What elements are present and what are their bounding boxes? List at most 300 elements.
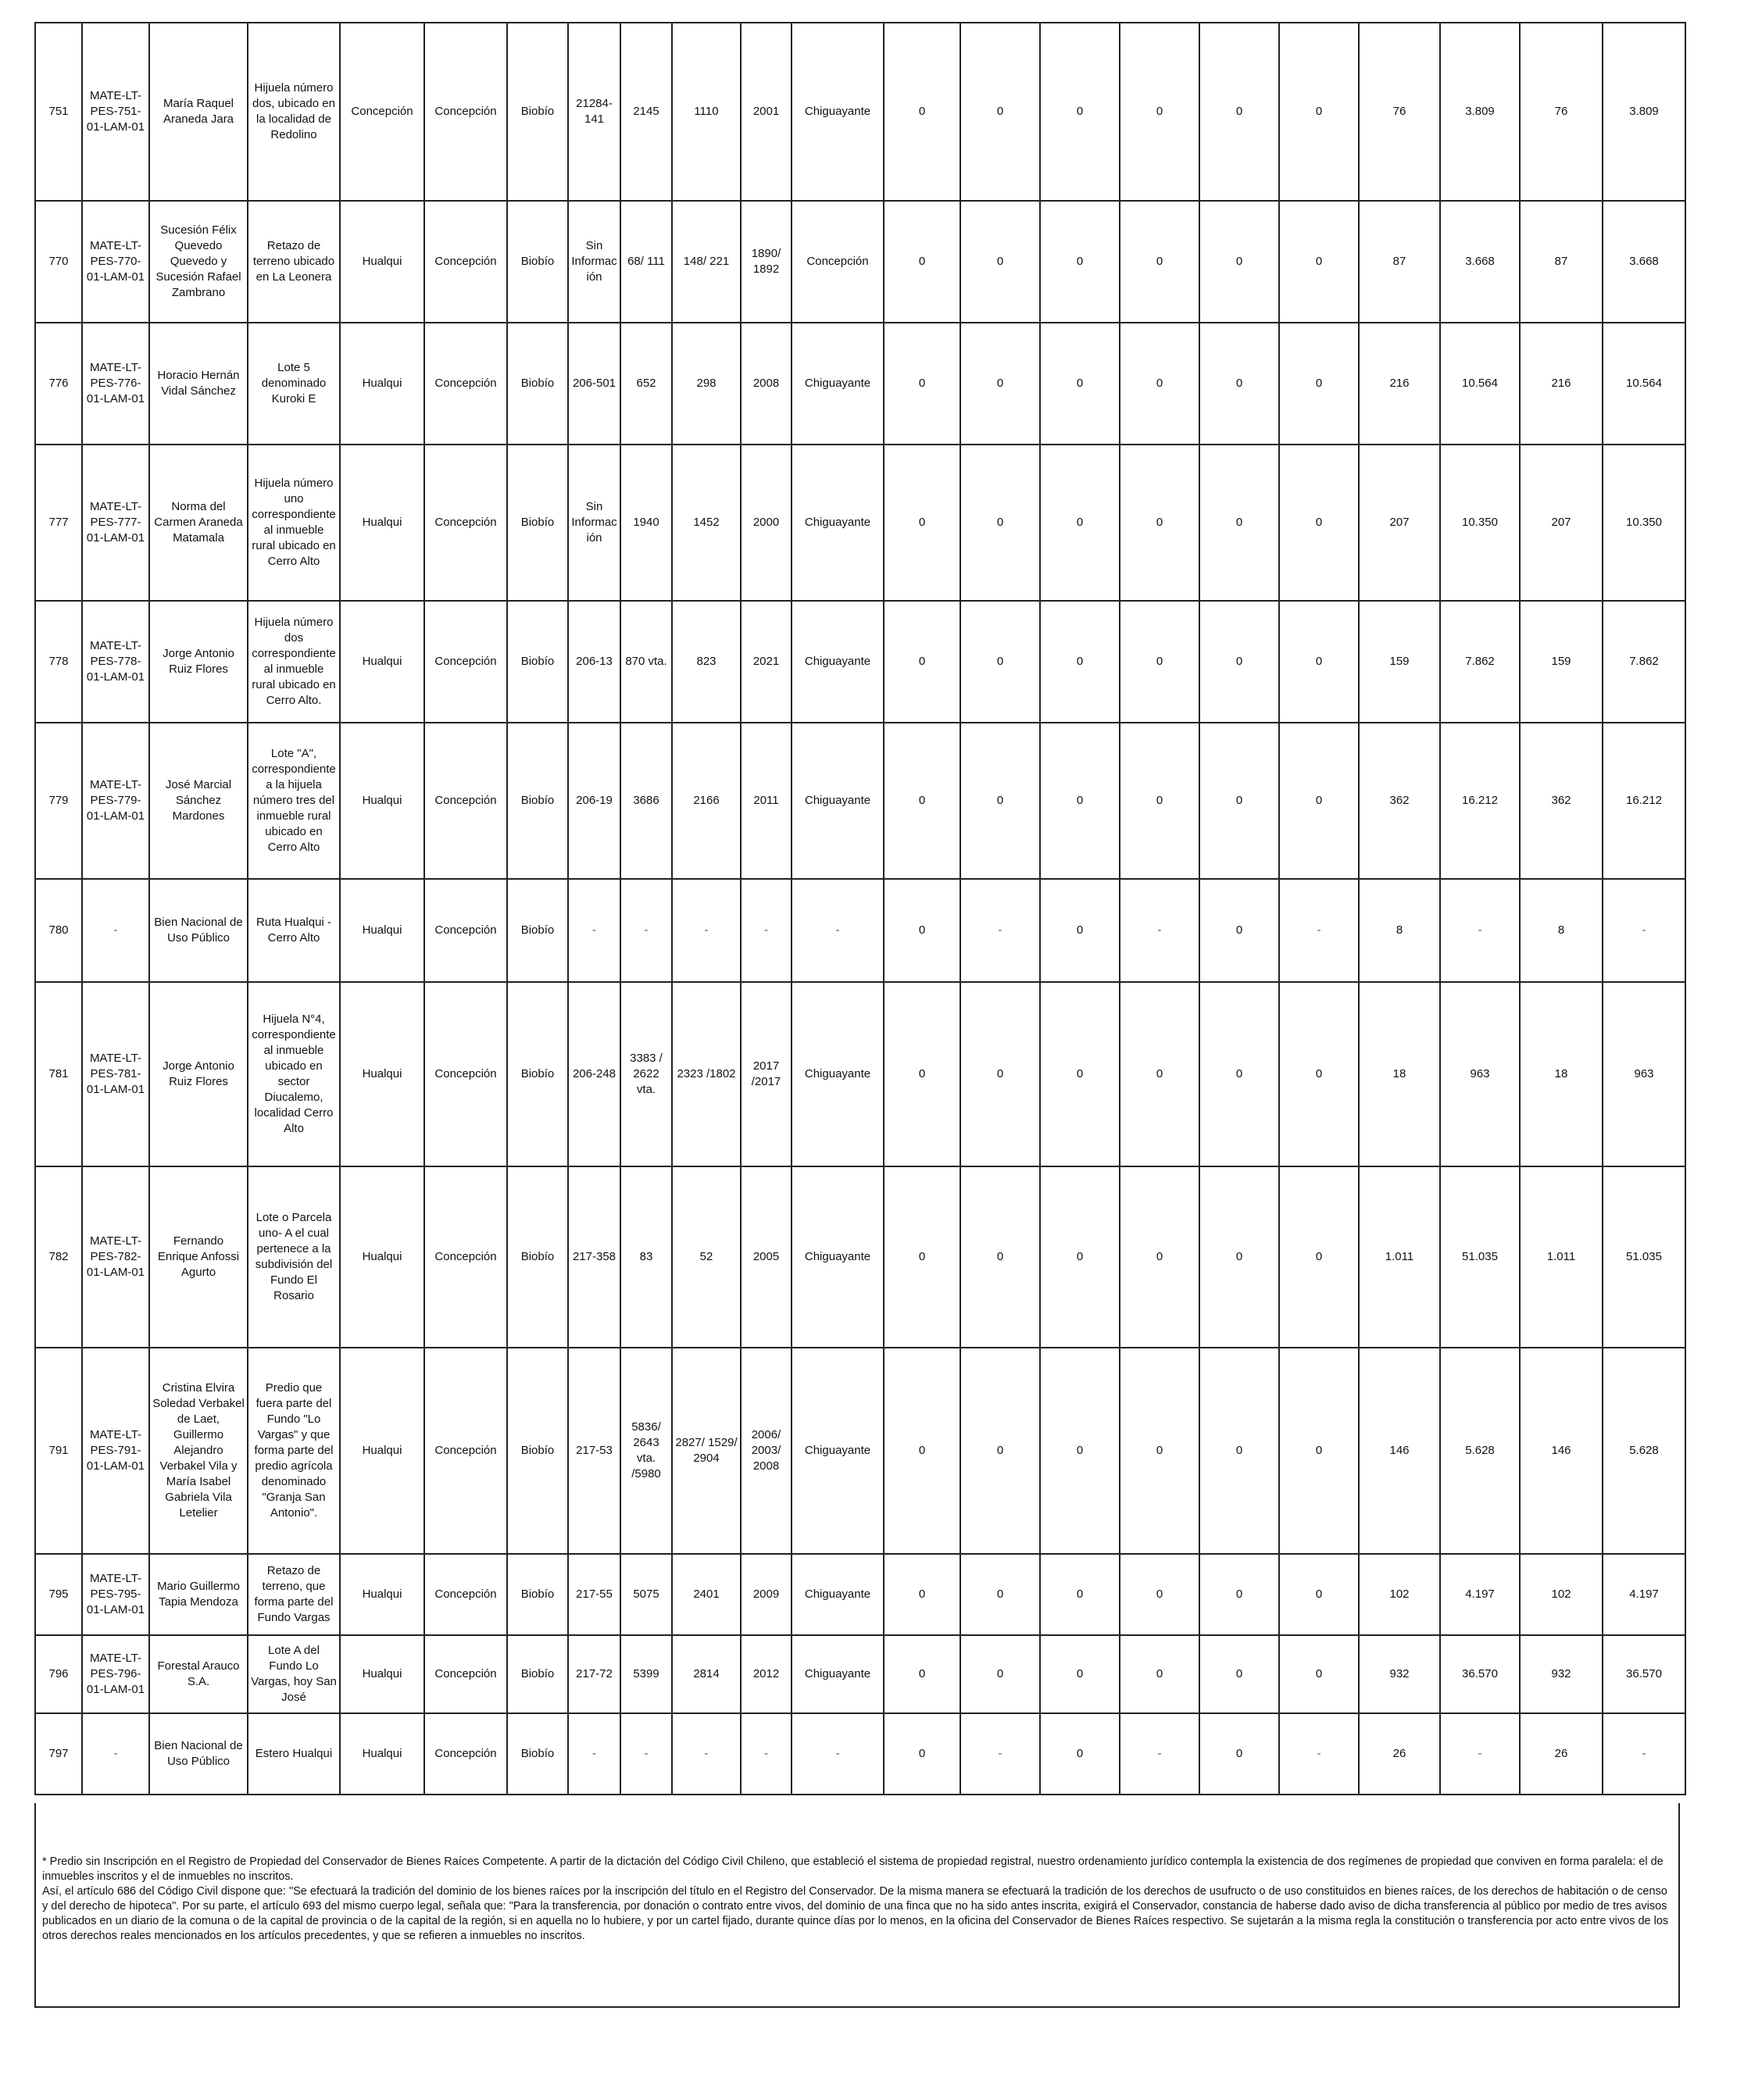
table-cell: Hualqui (340, 201, 424, 323)
table-cell: 0 (1120, 1635, 1199, 1713)
table-cell: 3686 (620, 723, 672, 879)
table-cell: 3.809 (1440, 23, 1520, 201)
table-cell: - (960, 879, 1040, 982)
table-cell: MATE-LT-PES-782-01-LAM-01 (82, 1166, 149, 1348)
table-cell: Biobío (507, 601, 568, 723)
table-cell: 0 (1120, 601, 1199, 723)
table-cell: Concepción (424, 1554, 507, 1635)
table-cell: 2401 (672, 1554, 741, 1635)
table-cell: Concepción (424, 1166, 507, 1348)
table-cell: 0 (1199, 201, 1279, 323)
table-cell: Concepción (424, 982, 507, 1166)
table-cell: Chiguayante (792, 1554, 884, 1635)
table-cell: 0 (1040, 445, 1120, 601)
table-cell: - (568, 1713, 620, 1795)
table-cell: Chiguayante (792, 445, 884, 601)
table-cell: 76 (1520, 23, 1603, 201)
table-cell: 0 (1040, 601, 1120, 723)
table-cell: 0 (1199, 23, 1279, 201)
table-row (35, 1348, 1685, 1554)
table-cell: 362 (1359, 723, 1440, 879)
table-cell: 2021 (741, 601, 792, 723)
table-cell: 2008 (741, 323, 792, 445)
table-cell: Jorge Antonio Ruiz Flores (149, 601, 248, 723)
table-cell: - (1603, 879, 1685, 982)
table-cell: 0 (884, 1166, 960, 1348)
table-cell: Forestal Arauco S.A. (149, 1635, 248, 1713)
table-cell: Concepción (424, 445, 507, 601)
table-cell: 0 (1120, 445, 1199, 601)
table-cell: 776 (35, 323, 82, 445)
table-row (35, 201, 1685, 323)
table-cell: Sin Información (568, 201, 620, 323)
table-cell: 781 (35, 982, 82, 1166)
table-cell: 206-248 (568, 982, 620, 1166)
table-cell: 18 (1520, 982, 1603, 1166)
table-cell: 963 (1603, 982, 1685, 1166)
table-cell: 2166 (672, 723, 741, 879)
table-row (35, 723, 1685, 879)
table-cell: 1452 (672, 445, 741, 601)
table-cell: 0 (884, 323, 960, 445)
table-cell: 870 vta. (620, 601, 672, 723)
table-cell: 2827/ 1529/ 2904 (672, 1348, 741, 1554)
table-cell: - (672, 1713, 741, 1795)
table-cell: - (1279, 879, 1359, 982)
table-cell: 1940 (620, 445, 672, 601)
table-cell: 146 (1359, 1348, 1440, 1554)
table-cell: 217-55 (568, 1554, 620, 1635)
table-cell: MATE-LT-PES-751-01-LAM-01 (82, 23, 149, 201)
table-cell: 36.570 (1603, 1635, 1685, 1713)
table-cell: 5836/ 2643 vta. /5980 (620, 1348, 672, 1554)
table-cell: - (792, 1713, 884, 1795)
table-cell: 217-358 (568, 1166, 620, 1348)
table-cell: Bien Nacional de Uso Público (149, 1713, 248, 1795)
table-row (35, 982, 1685, 1166)
table-cell: 7.862 (1440, 601, 1520, 723)
table-cell: 0 (1279, 1554, 1359, 1635)
table-cell: MATE-LT-PES-779-01-LAM-01 (82, 723, 149, 879)
table-cell: 0 (1279, 723, 1359, 879)
table-cell: Concepción (424, 601, 507, 723)
table-cell: Hualqui (340, 723, 424, 879)
table-cell: Cristina Elvira Soledad Verbakel de Laet, Guillermo Alejandro Verbakel Vila y María Isabel Gabriela Vila Letelier (149, 1348, 248, 1554)
table-cell: Bien Nacional de Uso Público (149, 879, 248, 982)
table-cell: 16.212 (1440, 723, 1520, 879)
table-row (35, 23, 1685, 201)
table-cell: 148/ 221 (672, 201, 741, 323)
table-cell: 0 (884, 601, 960, 723)
table-cell: 0 (1120, 1166, 1199, 1348)
table-cell: 2323 /1802 (672, 982, 741, 1166)
table-cell: 0 (1040, 1635, 1120, 1713)
table-cell: 0 (1199, 1635, 1279, 1713)
table-cell: MATE-LT-PES-770-01-LAM-01 (82, 201, 149, 323)
table-cell: 0 (1199, 879, 1279, 982)
table-cell: Hualqui (340, 601, 424, 723)
footnote-paragraph: * Predio sin Inscripción en el Registro de Propiedad del Conservador de Bienes Raíces Competente. A partir de la dictación del Código Civil Chileno, que estableció el sistema de propiedad registral, nuestro ordenamiento jurídico contempla la existencia de dos regímenes de propiedad que conviven en forma paralela: el de inmuebles inscritos y el de inmuebles no inscritos. (42, 1855, 1664, 1883)
table-cell: 0 (1279, 1166, 1359, 1348)
table-cell: 1.011 (1520, 1166, 1603, 1348)
table-cell: - (82, 879, 149, 982)
table-cell: Hualqui (340, 323, 424, 445)
table-cell: Biobío (507, 1348, 568, 1554)
table-cell: 0 (884, 1348, 960, 1554)
table-cell: 8 (1520, 879, 1603, 982)
table-cell: 795 (35, 1554, 82, 1635)
table-cell: 87 (1520, 201, 1603, 323)
table-cell: 0 (1040, 1348, 1120, 1554)
table-cell: 207 (1520, 445, 1603, 601)
table-cell: 0 (884, 1554, 960, 1635)
table-cell: 0 (960, 723, 1040, 879)
table-cell: 26 (1359, 1713, 1440, 1795)
table-cell: 16.212 (1603, 723, 1685, 879)
footnote-box (34, 1803, 1680, 2008)
table-cell: 0 (1279, 1348, 1359, 1554)
table-cell: 777 (35, 445, 82, 601)
table-cell: 2006/ 2003/ 2008 (741, 1348, 792, 1554)
table-cell: 0 (1279, 23, 1359, 201)
table-cell: 87 (1359, 201, 1440, 323)
table-cell: 0 (1120, 23, 1199, 201)
table-cell: Chiguayante (792, 1635, 884, 1713)
table-cell: 10.564 (1440, 323, 1520, 445)
table-row (35, 1635, 1685, 1713)
table-cell: Chiguayante (792, 1166, 884, 1348)
table-cell: 2000 (741, 445, 792, 601)
table-cell: Hijuela número dos correspondiente al inmueble rural ubicado en Cerro Alto. (248, 601, 340, 723)
table-cell: 0 (1279, 982, 1359, 1166)
table-cell: MATE-LT-PES-776-01-LAM-01 (82, 323, 149, 445)
table-cell: 51.035 (1440, 1166, 1520, 1348)
table-cell: - (1603, 1713, 1685, 1795)
table-row (35, 1554, 1685, 1635)
table-cell: 0 (960, 1166, 1040, 1348)
table-cell: - (1279, 1713, 1359, 1795)
table-cell: 83 (620, 1166, 672, 1348)
table-cell: - (960, 1713, 1040, 1795)
table-cell: 3383 / 2622 vta. (620, 982, 672, 1166)
table-cell: 0 (1279, 201, 1359, 323)
table-cell: 0 (1279, 445, 1359, 601)
table-cell: 10.350 (1440, 445, 1520, 601)
table-cell: 207 (1359, 445, 1440, 601)
table-cell: 146 (1520, 1348, 1603, 1554)
table-cell: 159 (1359, 601, 1440, 723)
table-cell: María Raquel Araneda Jara (149, 23, 248, 201)
table-cell: 4.197 (1603, 1554, 1685, 1635)
table-cell: 1.011 (1359, 1166, 1440, 1348)
table-cell: 217-72 (568, 1635, 620, 1713)
table-cell: 797 (35, 1713, 82, 1795)
table-cell: 206-501 (568, 323, 620, 445)
table-cell: Concepción (424, 323, 507, 445)
table-cell: 782 (35, 1166, 82, 1348)
table-cell: 0 (960, 323, 1040, 445)
table-cell: Concepción (424, 1635, 507, 1713)
table-cell: Chiguayante (792, 601, 884, 723)
table-cell: Biobío (507, 201, 568, 323)
table-cell: 0 (1199, 323, 1279, 445)
table-cell: 0 (1120, 982, 1199, 1166)
table-row (35, 445, 1685, 601)
table-cell: 0 (1040, 323, 1120, 445)
table-cell: 3.668 (1603, 201, 1685, 323)
table-cell: Biobío (507, 723, 568, 879)
table-cell: Retazo de terreno, que forma parte del Fundo Vargas (248, 1554, 340, 1635)
table-cell: Concepción (424, 1348, 507, 1554)
table-cell: - (568, 879, 620, 982)
table-cell: Fernando Enrique Anfossi Agurto (149, 1166, 248, 1348)
table-cell: 0 (884, 723, 960, 879)
table-cell: Estero Hualqui (248, 1713, 340, 1795)
table-cell: 2009 (741, 1554, 792, 1635)
table-cell: 5.628 (1440, 1348, 1520, 1554)
table-cell: 932 (1359, 1635, 1440, 1713)
table-cell: 0 (960, 1554, 1040, 1635)
table-cell: 0 (1040, 982, 1120, 1166)
table-cell: Chiguayante (792, 982, 884, 1166)
table-cell: Biobío (507, 1713, 568, 1795)
table-cell: Biobío (507, 445, 568, 601)
table-cell: Chiguayante (792, 23, 884, 201)
table-cell: 0 (1199, 601, 1279, 723)
table-cell: 0 (960, 445, 1040, 601)
table-cell: 0 (1040, 1713, 1120, 1795)
table-cell: 2005 (741, 1166, 792, 1348)
table-cell: 0 (1199, 982, 1279, 1166)
table-cell: 0 (1120, 1348, 1199, 1554)
table-cell: Hualqui (340, 1166, 424, 1348)
table-cell: 10.350 (1603, 445, 1685, 601)
table-cell: 0 (884, 23, 960, 201)
table-cell: 4.197 (1440, 1554, 1520, 1635)
table-cell: 2001 (741, 23, 792, 201)
table-cell: 0 (1199, 1348, 1279, 1554)
table-cell: 770 (35, 201, 82, 323)
table-cell: 0 (1279, 601, 1359, 723)
table-cell: 298 (672, 323, 741, 445)
table-cell: - (672, 879, 741, 982)
table-cell: Hijuela número uno correspondiente al inmueble rural ubicado en Cerro Alto (248, 445, 340, 601)
table-cell: Biobío (507, 982, 568, 1166)
table-cell: 217-53 (568, 1348, 620, 1554)
table-cell: - (620, 1713, 672, 1795)
table-cell: 0 (1040, 23, 1120, 201)
table-cell: Hijuela N°4, correspondiente al inmueble ubicado en sector Diucalemo, localidad Cerro Alto (248, 982, 340, 1166)
table-cell: - (1440, 879, 1520, 982)
table-cell: 362 (1520, 723, 1603, 879)
table-cell: - (1440, 1713, 1520, 1795)
table-cell: Norma del Carmen Araneda Matamala (149, 445, 248, 601)
table-cell: Retazo de terreno ubicado en La Leonera (248, 201, 340, 323)
table-cell: 102 (1359, 1554, 1440, 1635)
table-cell: - (620, 879, 672, 982)
table-cell: Hualqui (340, 1554, 424, 1635)
table-cell: 0 (884, 1713, 960, 1795)
table-cell: 963 (1440, 982, 1520, 1166)
table-cell: 0 (960, 1348, 1040, 1554)
table-cell: Lote 5 denominado Kuroki E (248, 323, 340, 445)
table-cell: Biobío (507, 1554, 568, 1635)
table-row (35, 601, 1685, 723)
table-cell: 0 (960, 982, 1040, 1166)
table-cell: 216 (1359, 323, 1440, 445)
table-cell: 0 (1120, 201, 1199, 323)
table-cell: - (1120, 879, 1199, 982)
table-cell: 0 (884, 1635, 960, 1713)
table-cell: 159 (1520, 601, 1603, 723)
table-cell: 0 (960, 23, 1040, 201)
table-cell: - (741, 1713, 792, 1795)
table-cell: José Marcial Sánchez Mardones (149, 723, 248, 879)
table-cell: Jorge Antonio Ruiz Flores (149, 982, 248, 1166)
table-cell: Hualqui (340, 1348, 424, 1554)
table-cell: MATE-LT-PES-791-01-LAM-01 (82, 1348, 149, 1554)
table-cell: MATE-LT-PES-777-01-LAM-01 (82, 445, 149, 601)
table-cell: 751 (35, 23, 82, 201)
table-cell: 778 (35, 601, 82, 723)
table-cell: Hualqui (340, 982, 424, 1166)
table-cell: 1890/ 1892 (741, 201, 792, 323)
table-cell: 0 (1199, 1713, 1279, 1795)
table-cell: 8 (1359, 879, 1440, 982)
table-cell: 0 (960, 201, 1040, 323)
table-cell: - (792, 879, 884, 982)
table-cell: Chiguayante (792, 723, 884, 879)
table-cell: Lote o Parcela uno- A el cual pertenece a la subdivisión del Fundo El Rosario (248, 1166, 340, 1348)
expropriation-table-sheet (34, 22, 1680, 1795)
table-cell: 206-19 (568, 723, 620, 879)
table-cell: 36.570 (1440, 1635, 1520, 1713)
table-cell: 3.668 (1440, 201, 1520, 323)
table-cell: Ruta Hualqui - Cerro Alto (248, 879, 340, 982)
table-cell: 2012 (741, 1635, 792, 1713)
table-row (35, 1166, 1685, 1348)
table-cell: - (1120, 1713, 1199, 1795)
table-cell: 10.564 (1603, 323, 1685, 445)
table-cell: 2814 (672, 1635, 741, 1713)
table-cell: 0 (1279, 323, 1359, 445)
table-cell: 7.862 (1603, 601, 1685, 723)
table-cell: Concepción (792, 201, 884, 323)
table-cell: 0 (1199, 1166, 1279, 1348)
table-cell: Concepción (424, 879, 507, 982)
table-cell: Lote "A", correspondiente a la hijuela número tres del inmueble rural ubicado en Cerro Alto (248, 723, 340, 879)
table-cell: 26 (1520, 1713, 1603, 1795)
table-cell: 5399 (620, 1635, 672, 1713)
table-cell: - (82, 1713, 149, 1795)
table-cell: Concepción (424, 23, 507, 201)
table-cell: 0 (884, 982, 960, 1166)
table-cell: 779 (35, 723, 82, 879)
table-cell: 823 (672, 601, 741, 723)
table-cell: 206-13 (568, 601, 620, 723)
table-cell: Predio que fuera parte del Fundo "Lo Vargas" y que forma parte del predio agrícola denominado "Granja San Antonio". (248, 1348, 340, 1554)
table-cell: Hualqui (340, 445, 424, 601)
table-cell: 652 (620, 323, 672, 445)
table-cell: Hualqui (340, 1713, 424, 1795)
table-cell: Concepción (424, 723, 507, 879)
table-cell: 0 (1120, 1554, 1199, 1635)
table-cell: 0 (1040, 1166, 1120, 1348)
table-cell: 5075 (620, 1554, 672, 1635)
table-cell: 2011 (741, 723, 792, 879)
table-cell: 0 (1199, 723, 1279, 879)
table-cell: 51.035 (1603, 1166, 1685, 1348)
table-cell: 791 (35, 1348, 82, 1554)
table-cell: 0 (1040, 879, 1120, 982)
table-cell: 0 (1040, 723, 1120, 879)
table-cell: Sucesión Félix Quevedo Quevedo y Sucesión Rafael Zambrano (149, 201, 248, 323)
table-cell: 1110 (672, 23, 741, 201)
table-cell: 2017 /2017 (741, 982, 792, 1166)
footnote-paragraph: Así, el artículo 686 del Código Civil dispone que: "Se efectuará la tradición del dominio de los bienes raíces por la inscripción del título en el Registro del Conservador. De la misma manera se efectuará la tradición de los derechos de usufructo o de uso constituidos en bienes raíces, de los derechos de habitación o de censo y del derecho de hipoteca". Por su parte, el artículo 693 del mismo cuerpo legal, señala que: "Para la transferencia, por donación o contrato entre vivos, del dominio de una finca que no ha sido antes inscrita, exigirá el Conservador, constancia de haberse dado aviso de dicha transferencia al público por medio de tres avisos publicados en un diario de la comuna o de la capital de provincia o de la capital de la región, si en aquella no lo hubiere, y por un cartel fijado, durante quince días por lo menos, en la oficina del Conservador de Bienes Raíces respectivo. Se sujetarán a la misma regla la constitución o transferencia por acto entre vivos de los otros derechos reales mencionados en los artículos precedentes, y que se refieren a inmuebles no inscritos. (42, 1885, 1669, 1942)
table-cell: Concepción (340, 23, 424, 201)
table-cell: Horacio Hernán Vidal Sánchez (149, 323, 248, 445)
table-cell: Hualqui (340, 1635, 424, 1713)
table-cell: Biobío (507, 1635, 568, 1713)
table-cell: 0 (884, 445, 960, 601)
table-cell: 102 (1520, 1554, 1603, 1635)
table-cell: 0 (1199, 1554, 1279, 1635)
table-cell: Concepción (424, 1713, 507, 1795)
table-cell: 0 (884, 879, 960, 982)
table-cell: MATE-LT-PES-795-01-LAM-01 (82, 1554, 149, 1635)
table-cell: 0 (1040, 201, 1120, 323)
table-cell: - (741, 879, 792, 982)
table-row (35, 879, 1685, 982)
table-cell: MATE-LT-PES-778-01-LAM-01 (82, 601, 149, 723)
table-cell: 52 (672, 1166, 741, 1348)
table-cell: 21284-141 (568, 23, 620, 201)
table-cell: Mario Guillermo Tapia Mendoza (149, 1554, 248, 1635)
table-cell: 2145 (620, 23, 672, 201)
table-cell: 932 (1520, 1635, 1603, 1713)
property-table (34, 22, 1686, 1795)
table-row (35, 323, 1685, 445)
table-cell: 76 (1359, 23, 1440, 201)
table-cell: 3.809 (1603, 23, 1685, 201)
table-cell: 5.628 (1603, 1348, 1685, 1554)
table-cell: Biobío (507, 23, 568, 201)
table-cell: MATE-LT-PES-796-01-LAM-01 (82, 1635, 149, 1713)
table-cell: Hijuela número dos, ubicado en la localidad de Redolino (248, 23, 340, 201)
table-cell: 0 (1279, 1635, 1359, 1713)
table-cell: Chiguayante (792, 1348, 884, 1554)
table-cell: 18 (1359, 982, 1440, 1166)
table-cell: 216 (1520, 323, 1603, 445)
table-cell: 0 (884, 201, 960, 323)
table-cell: 0 (1120, 723, 1199, 879)
table-cell: 0 (960, 1635, 1040, 1713)
table-cell: Hualqui (340, 879, 424, 982)
table-cell: Biobío (507, 323, 568, 445)
table-cell: MATE-LT-PES-781-01-LAM-01 (82, 982, 149, 1166)
table-cell: Chiguayante (792, 323, 884, 445)
table-cell: Concepción (424, 201, 507, 323)
table-cell: 0 (1199, 445, 1279, 601)
table-cell: Sin Información (568, 445, 620, 601)
table-cell: 0 (1120, 323, 1199, 445)
table-cell: Biobío (507, 1166, 568, 1348)
table-cell: Biobío (507, 879, 568, 982)
table-row (35, 1713, 1685, 1795)
table-cell: 0 (1040, 1554, 1120, 1635)
table-cell: 780 (35, 879, 82, 982)
